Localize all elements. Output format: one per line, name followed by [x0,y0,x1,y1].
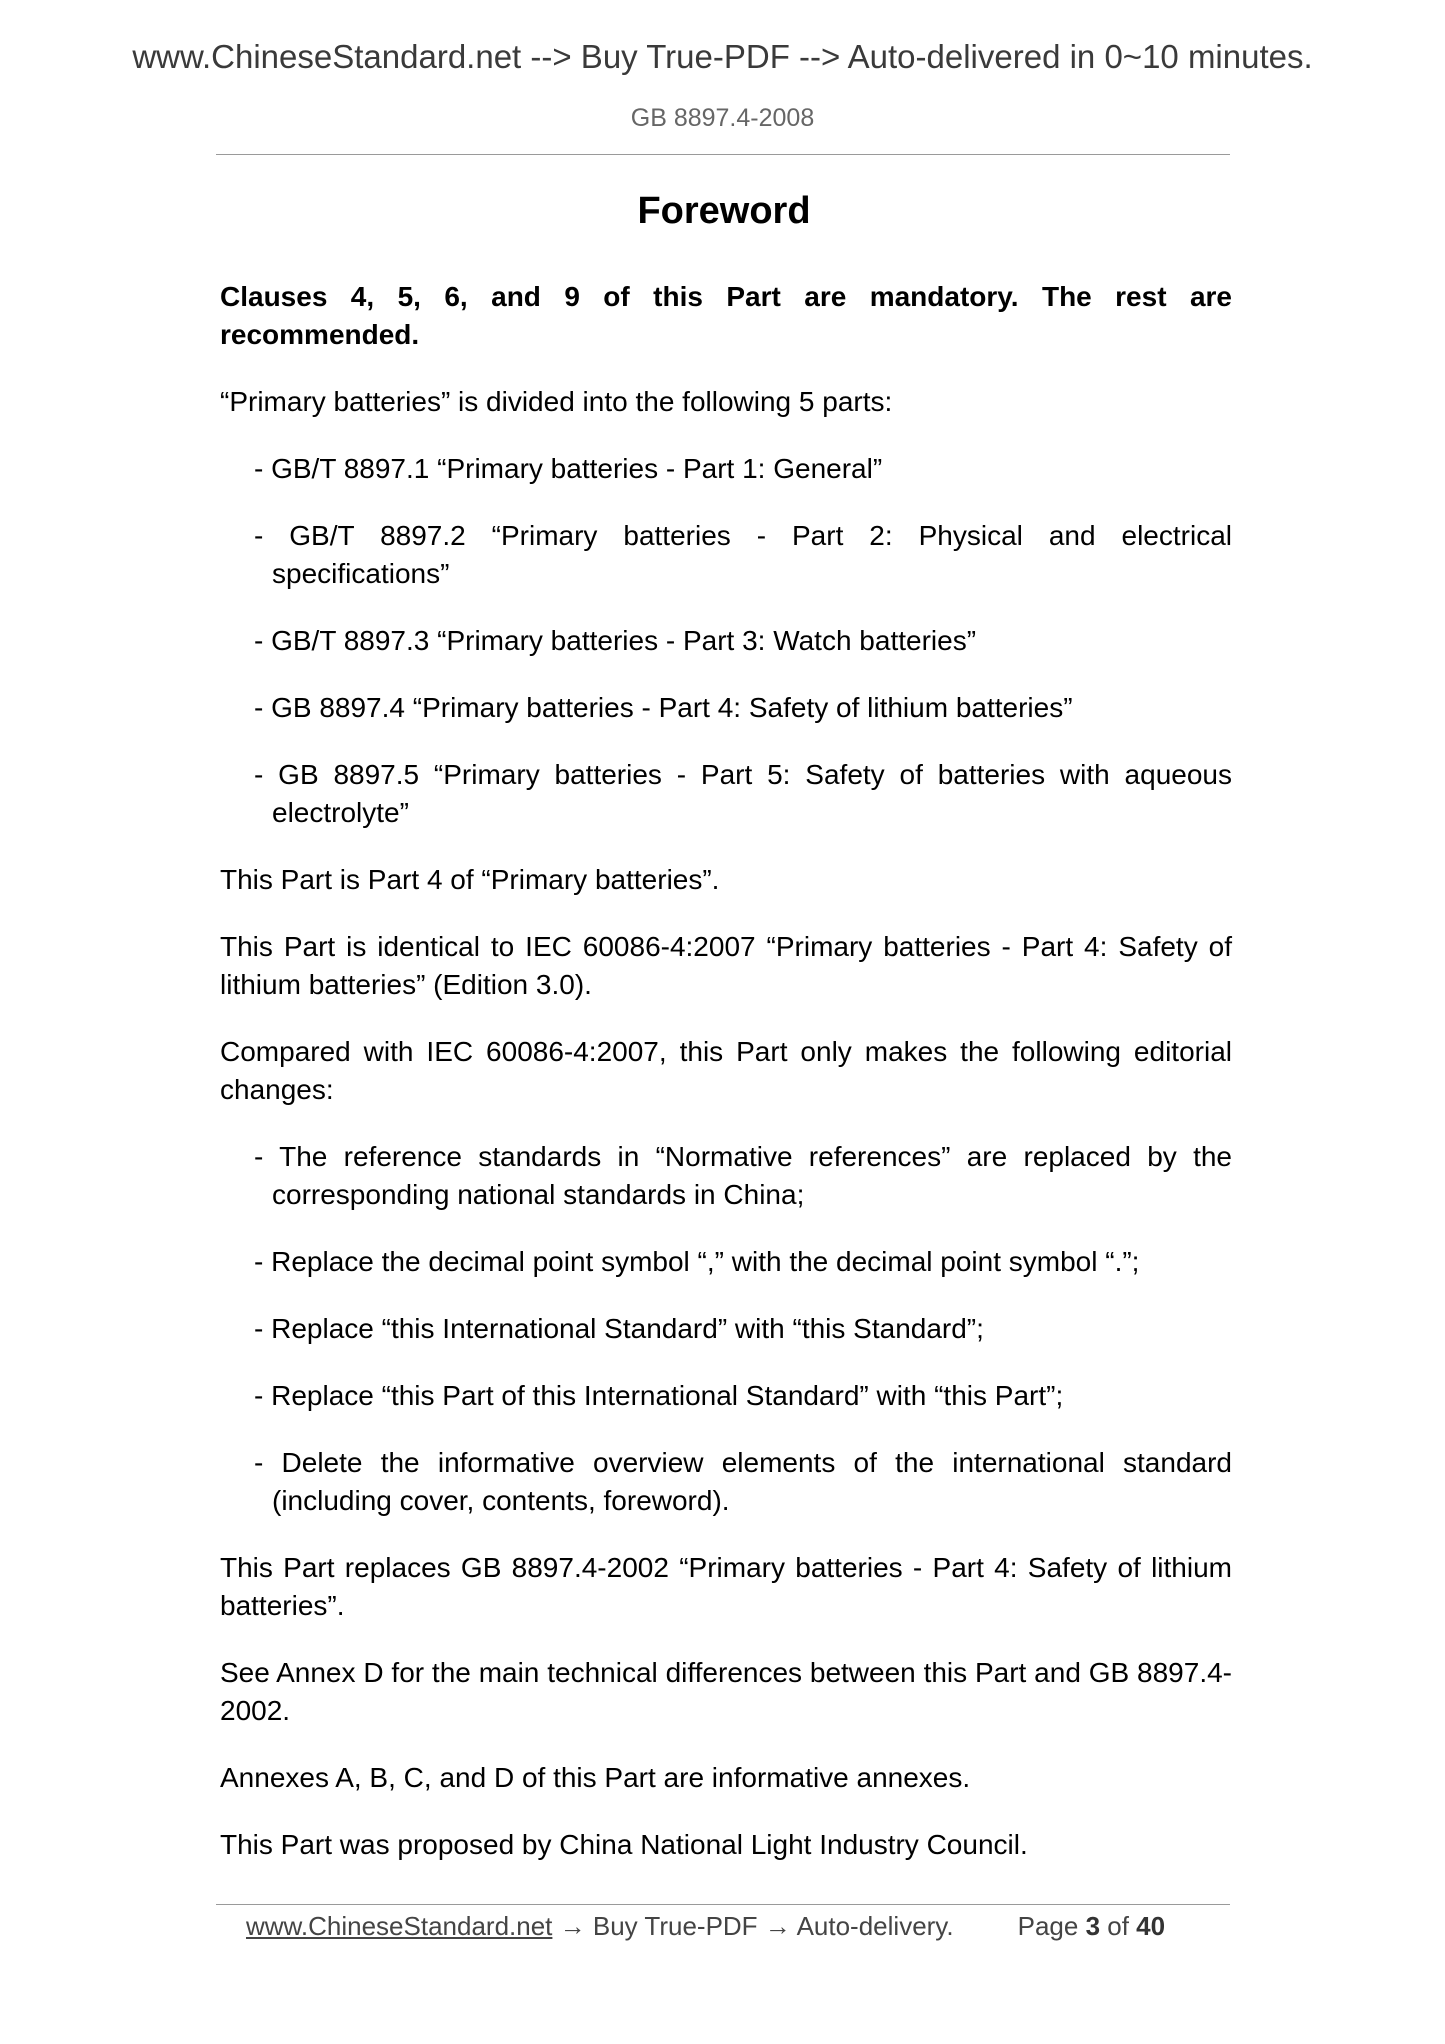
paragraph: This Part replaces GB 8897.4-2002 “Primary batteries - Part 4: Safety of lithium batteries”. [220,1552,1232,1621]
footer-divider [216,1904,1230,1905]
list-item: - Replace the decimal point symbol “,” with the decimal point symbol “.”; [254,1246,1140,1277]
list-item: - GB 8897.4 “Primary batteries - Part 4: Safety of lithium batteries” [254,692,1073,723]
list-item: - GB/T 8897.3 “Primary batteries - Part 3: Watch batteries” [254,625,977,656]
site-banner: www.ChineseStandard.net --> Buy True-PDF --> Auto-delivered in 0~10 minutes. [132,38,1313,75]
list-item: - GB/T 8897.1 “Primary batteries - Part 1: General” [254,453,883,484]
paragraph: Compared with IEC 60086-4:2007, this Part only makes the following editorial changes: [220,1036,1232,1105]
footer-tagline: → Buy True-PDF → Auto-delivery. [552,1911,954,1941]
standard-number: GB 8897.4-2008 [630,104,815,132]
list-item: - GB 8897.5 “Primary batteries - Part 5: Safety of batteries with aqueous electrolyte” [254,759,1232,828]
list-item: - Replace “this International Standard” with “this Standard”; [254,1313,984,1344]
paragraph-parts-intro: “Primary batteries” is divided into the following 5 parts: [220,386,893,417]
paragraph: This Part was proposed by China National Light Industry Council. [220,1829,1028,1860]
paragraph: This Part is Part 4 of “Primary batteries”. [220,864,720,895]
page-of: of [1100,1911,1137,1941]
list-item: - The reference standards in “Normative references” are replaced by the corresponding national standards in China; [254,1141,1232,1210]
list-item: - Replace “this Part of this International Standard” with “this Part”; [254,1380,1064,1411]
paragraph: Annexes A, B, C, and D of this Part are informative annexes. [220,1762,971,1793]
paragraph-mandatory-clauses: Clauses 4, 5, 6, and 9 of this Part are mandatory. The rest are recommended. [220,281,1232,350]
paragraph: This Part is identical to IEC 60086-4:2007 “Primary batteries - Part 4: Safety of lithium batteries” (Edition 3.0). [220,931,1232,1000]
foreword-body [220,278,1232,1893]
page-title: Foreword [637,190,811,232]
page-current: 3 [1085,1911,1101,1941]
list-item: - GB/T 8897.2 “Primary batteries - Part 2: Physical and electrical specifications” [254,520,1232,589]
page-footer [246,1906,1165,1946]
footer-site-link[interactable]: www.ChineseStandard.net [246,1911,553,1941]
paragraph: See Annex D for the main technical differences between this Part and GB 8897.4-2002. [220,1657,1232,1726]
list-item: - Delete the informative overview elements of the international standard (including cover, contents, foreword). [254,1447,1232,1516]
header-divider [216,154,1230,155]
page-total: 40 [1136,1911,1166,1941]
page-label: Page [1017,1911,1086,1941]
